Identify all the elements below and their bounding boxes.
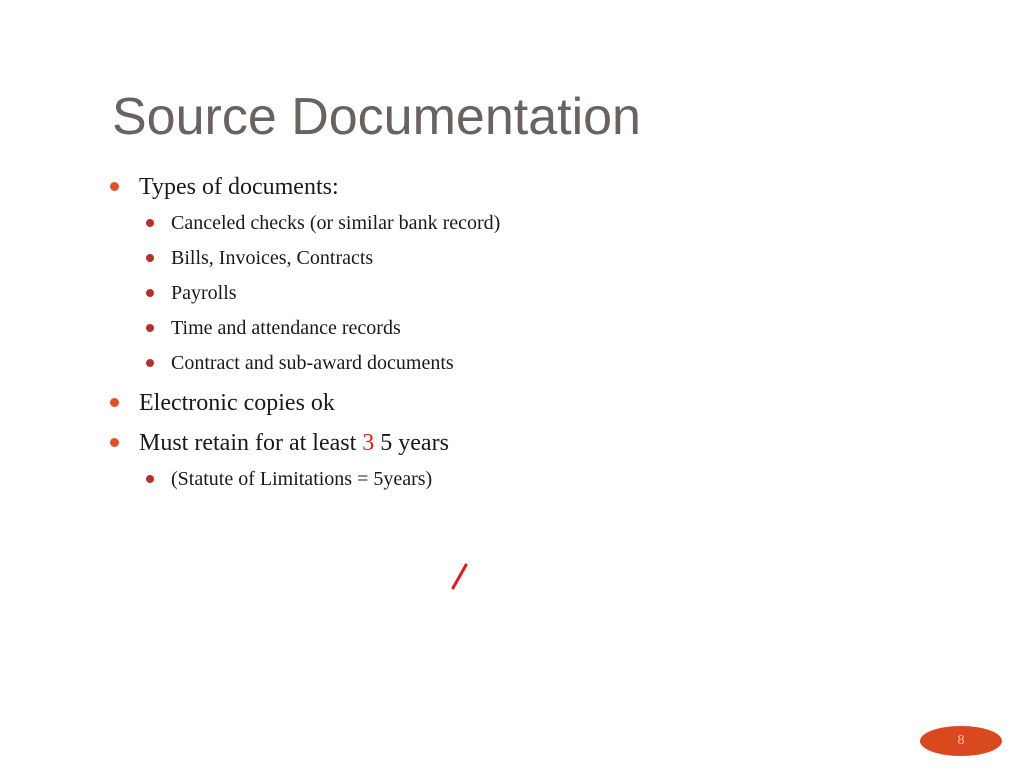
bullet-text: Types of documents:	[139, 174, 339, 200]
bullet-must-retain	[139, 428, 449, 458]
bullet-dot-icon	[110, 438, 119, 447]
bullet-dot-icon	[146, 359, 154, 367]
page-number-badge	[920, 726, 1002, 756]
bullet-dot-icon	[110, 398, 119, 407]
page-number: 8	[957, 733, 965, 748]
bullet-types-of-documents	[139, 172, 339, 202]
bullet-dot-icon	[146, 289, 154, 297]
sub-bullet-statute	[171, 466, 432, 492]
sub-bullet-time-attendance	[171, 315, 401, 341]
bullet-text: Bills, Invoices, Contracts	[171, 247, 374, 269]
bullet-text: Contract and sub-award documents	[171, 352, 454, 374]
sub-bullet-bills-invoices	[171, 245, 373, 271]
bullet-text: Time and attendance records	[171, 317, 401, 339]
struck-number: 3	[362, 430, 375, 456]
bullet-dot-icon	[146, 324, 154, 332]
bullet-dot-icon	[146, 475, 154, 483]
bullet-text-prefix: Must retain for at least	[139, 430, 363, 456]
bullet-text: Electronic copies ok	[139, 390, 335, 416]
sub-bullet-payrolls	[171, 280, 237, 306]
sub-bullet-contract-subaward	[171, 350, 454, 376]
bullet-text-suffix: 5 years	[374, 430, 449, 456]
bullet-text: (Statute of Limitations = 5years)	[171, 468, 433, 490]
sub-bullet-canceled-checks	[171, 210, 500, 236]
bullet-dot-icon	[146, 254, 154, 262]
bullet-text: Canceled checks (or similar bank record)	[171, 212, 501, 234]
red-pen-slash-icon	[447, 562, 473, 592]
bullet-dot-icon	[146, 219, 154, 227]
bullet-text: Payrolls	[171, 282, 237, 304]
bullet-dot-icon	[110, 182, 119, 191]
bullet-electronic-copies	[139, 388, 335, 418]
slide-title: Source Documentation	[112, 88, 641, 146]
